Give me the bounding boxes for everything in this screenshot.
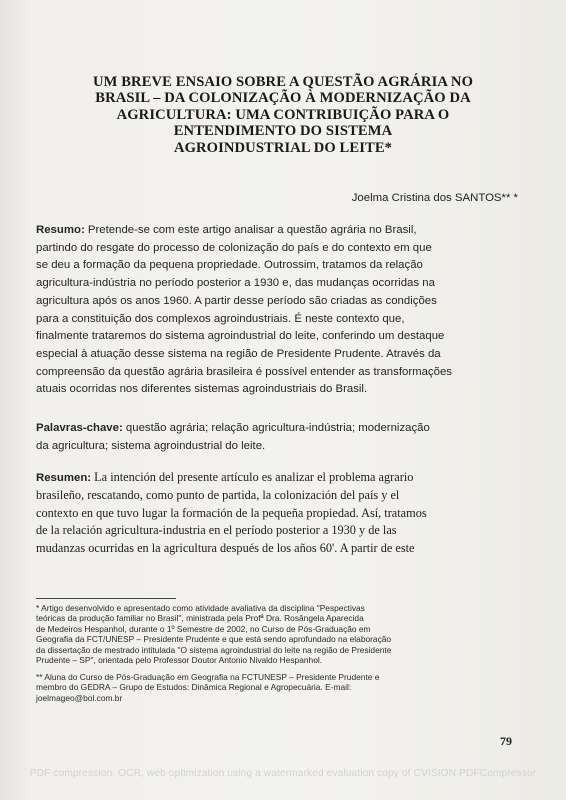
resumen-line: de la relación agricultura-industria en el período posterior a 1930 y de las <box>36 523 397 538</box>
palavras-chave-paragraph <box>36 420 516 455</box>
resumo-line: atuais ocorridas nos diferentes sistemas agroindustriais do Brasil. <box>36 383 368 396</box>
footnote-1 <box>36 603 518 665</box>
resumo-line: Pretende-se com este artigo analisar a questão agrária no Brasil, <box>84 224 417 236</box>
resumo-line: para a constituição dos complexos agroindustriais. É neste contexto que, <box>36 312 405 325</box>
palavras-chave-line: questão agrária; relação agricultura-indústria; modernização <box>122 422 430 434</box>
resumo-line: partindo do resgate do processo de colonização do país e do contexto em que <box>36 241 432 254</box>
footnote-divider <box>36 598 176 599</box>
author-name: Joelma Cristina dos SANTOS** * <box>351 192 518 204</box>
title-line: UM BREVE ENSAIO SOBRE A QUESTÃO AGRÁRIA NO <box>92 74 474 90</box>
resumen-line: La intención del presente artículo es analizar el problema agrario <box>91 470 414 484</box>
resumo-label: Resumo: <box>36 224 85 236</box>
watermark-text: PDF compression, OCR, web optimization using a watermarked evaluation copy of CVISION PDFCompressor <box>29 768 537 779</box>
resumo-paragraph <box>36 222 516 399</box>
resumen-label: Resumen: <box>36 472 92 484</box>
footnote-line: Prudente – SP", orientada pelo Professor Doutor Antonio Nivaldo Hespanhol. <box>36 655 323 666</box>
footnote-line: * Artigo desenvolvido e apresentado como atividade avaliativa da disciplina "Pespectivas <box>36 603 365 613</box>
resumo-line: finalmente trataremos do sistema agroindustrial do leite, conferindo um destaque <box>36 330 445 343</box>
resumen-paragraph <box>36 469 518 557</box>
article-title <box>40 74 526 156</box>
page-number: 79 <box>500 734 512 748</box>
title-line: ENTENDIMENTO DO SISTEMA <box>173 123 393 140</box>
footnote-line: de Medeiros Hespanhol, durante o 1º Semestre de 2002, no Curso de Pós-Graduação em <box>36 623 371 634</box>
resumo-line: agricultura após os anos 1960. A partir desse período são criadas as condições <box>36 294 437 307</box>
footnote-line: ** Aluna do Curso de Pós-Graduação em Geografia na FCTUNESP – Presidente Prudente e <box>36 672 380 682</box>
resumo-line: compreensão da questão agrária brasileira é possível entender as transformações <box>36 365 452 378</box>
palavras-chave-line: da agricultura; sistema agroindustrial do leite. <box>36 439 266 452</box>
footnote-line: Geografia da FCT/UNESP – Presidente Prudente e que está sendo aprofundado na elaboração <box>36 634 392 645</box>
title-line: BRASIL – DA COLONIZAÇÃO À MODERNIZAÇÃO DA <box>95 90 471 107</box>
resumo-line: especial à atuação desse sistema na região de Presidente Prudente. Através da <box>36 347 441 360</box>
resumen-line: brasileño, rescatando, como punto de partida, la colonización del país y el <box>36 488 400 503</box>
footnote-line: membro do GEDRA – Grupo de Estudos: Dinâmica Regional e Agropecuária. E-mail: <box>36 682 352 693</box>
palavras-chave-label: Palavras-chave: <box>36 422 123 434</box>
footnote-line: teóricas da produção familiar no Brasil", ministrada pela Profª Dra. Rosângela Aparecida <box>36 613 364 624</box>
title-line: AGROINDUSTRIAL DO LEITE* <box>173 139 393 156</box>
resumo-line: agricultura-indústria no período posterior a 1930 e, das mudanças ocorridas na <box>36 277 435 290</box>
footnote-email: joelmageo@bol.com.br <box>36 692 123 703</box>
resumen-line: contexto en que tuvo lugar la formación de la pequeña propiedad. Así, tratamos <box>36 505 427 520</box>
resumen-line: mudanzas ocurridas en la agricultura después de los años 60'. A partir de este <box>36 540 415 555</box>
footnote-line: da dissertação de mestrado intitulada "O sistema agroindustrial do leite na região de Presidente <box>36 644 392 655</box>
resumo-line: se deu a formação da pequena propriedade. Outrossim, tratamos da relação <box>36 259 423 272</box>
footnote-2 <box>36 672 518 703</box>
title-line: AGRICULTURA: UMA CONTRIBUIÇÃO PARA O <box>116 106 450 123</box>
